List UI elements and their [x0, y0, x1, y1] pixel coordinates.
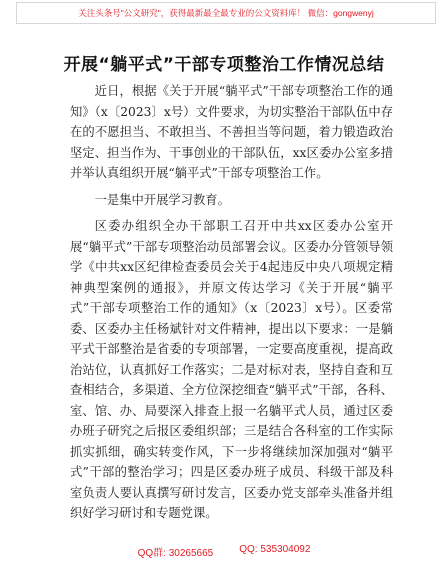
footer-qq-group: QQ群: 30265665: [137, 548, 214, 559]
banner-text: 关注头条号"公文研究"，获得最新最全最专业的公文资料库！ 微信：gongwenyj: [78, 8, 374, 18]
document-title: 开展“躺平式”干部专项整治工作情况总结: [63, 55, 385, 75]
footer-contacts: [0, 544, 448, 560]
footer-qq: QQ: 535304092: [239, 544, 311, 555]
paragraph-study: 区委办组织全办干部职工召开中共xx区委办公室开展“躺平式”干部专项整治动员部署会议。区委办分管领导领学《中共xx区纪律检查委员会关于4起违反中央八项规定精神典型案例的通报》，并原文传达学习《关于开展“躺平式”干部专项整治工作的通知》（x〔2023〕x号）。区委常委、区委办主任杨斌针对文件精神，提出以下要求：一是躺平式干部整治是省委的专项部署，一定要高度重视，提高政治站位，认真抓好工作落实；二是对标对表，坚持自查和互查相结合，多渠道、全方位深挖细查“躺平式”干部，各科、室、馆、办、局要深入排查上报一名躺平式人员，通过区委办班子研究之后报区委组织部；三是结合各科室的工作实际抓实抓细，确实转变作风，下一步将继续加深加强对“躺平式”干部的整治学习；四是区委办班子成员、科级干部及科室负责人要认真撰写研讨发言，区委办党支部牵头准备并组织好学习研讨和专题党课。: [70, 219, 393, 520]
paragraph-intro: 近日，根据《关于开展“躺平式”干部专项整治工作的通知》（x〔2023〕x号）文件要求，为切实整治干部队伍中存在的不愿担当、不敢担当、不善担当等问题，着力锻造政治坚定、担当作为、干事创业的干部队伍，xx区委办公室多措并举认真组织开展“躺平式”干部专项整治工作。: [70, 84, 393, 180]
paragraph-section-heading: 一是集中开展学习教育。: [94, 192, 230, 207]
document-body: [70, 81, 393, 524]
header-banner: [16, 2, 436, 24]
